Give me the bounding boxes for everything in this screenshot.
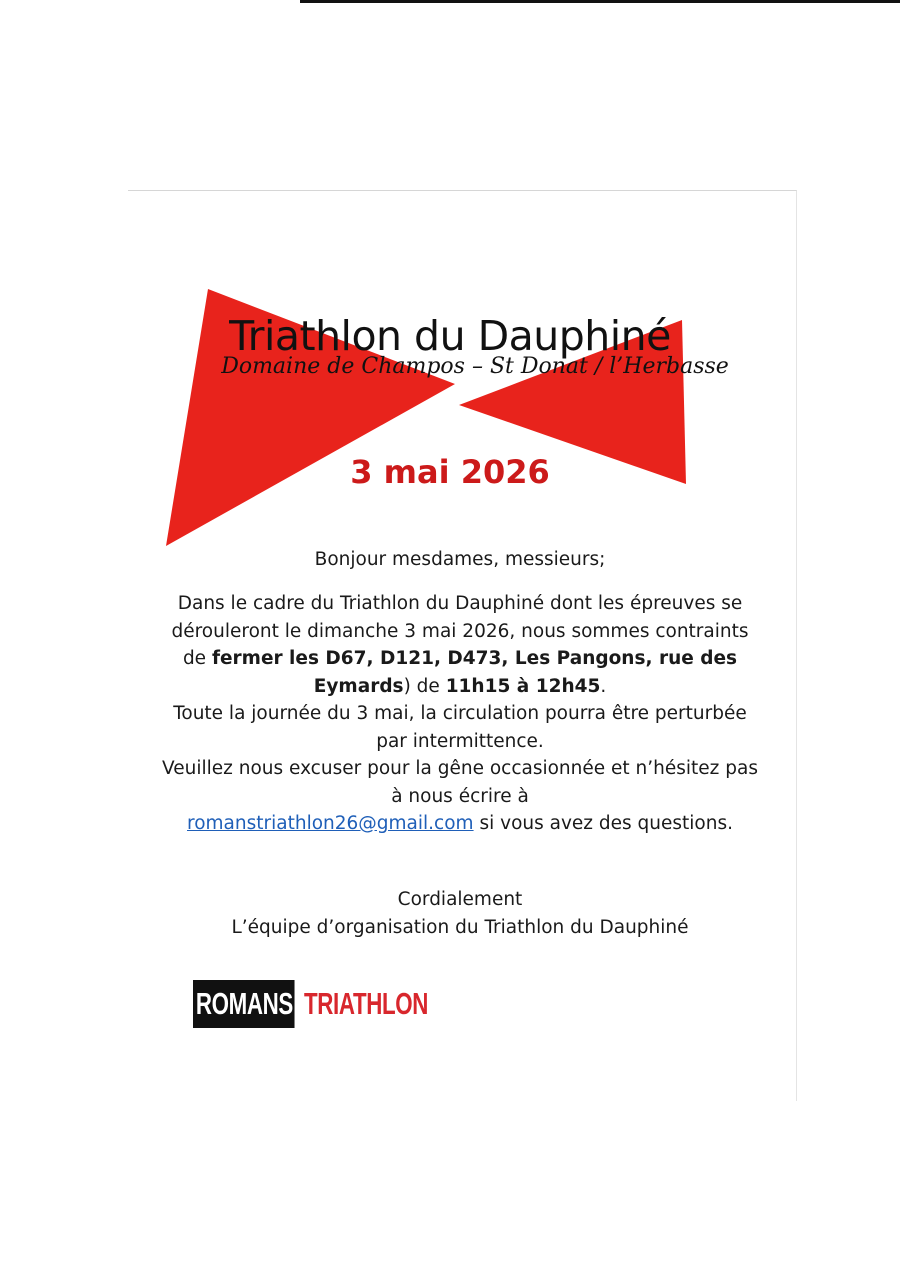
p1-start: Dans le cadre du Triathlon du Dauphiné dont les épreuves se dérouleront le dimanche 3 mai 2026, nous sommes contraints de [171,593,749,669]
p1-end: . [600,675,607,697]
event-location: Domaine de Champos – St Donat / l’Herbasse [221,354,729,379]
signature: L’équipe d’organisation du Triathlon du Dauphiné [231,916,689,938]
p3-end: si vous avez des questions. [473,813,733,834]
p3-start: Veuillez nous excuser pour la gêne occasionnée et n’hésitez pas à nous écrire à [162,758,758,807]
logo-romans: ROMANS [193,980,294,1028]
closing: Cordialement [397,889,523,910]
logo-triathlon: TRIATHLON [303,986,428,1021]
road-closures: fermer les D67, D121, D473, Les Pangons, rue des Eymards [211,648,738,697]
romans-triathlon-logo [193,980,476,1028]
p2: Toute la journée du 3 mai, la circulation pourra être perturbée par intermittence. [173,703,747,752]
event-date: 3 mai 2026 [350,453,550,491]
p1-mid: ) de [403,675,446,697]
email-link[interactable]: romanstriathlon26@gmail.com [187,813,474,834]
greeting: Bonjour mesdames, messieurs; [314,549,606,570]
closing-block [160,886,760,941]
event-title: Triathlon du Dauphiné [229,312,671,360]
closure-time: 11h15 à 12h45 [445,675,601,697]
letter-body [160,590,760,838]
